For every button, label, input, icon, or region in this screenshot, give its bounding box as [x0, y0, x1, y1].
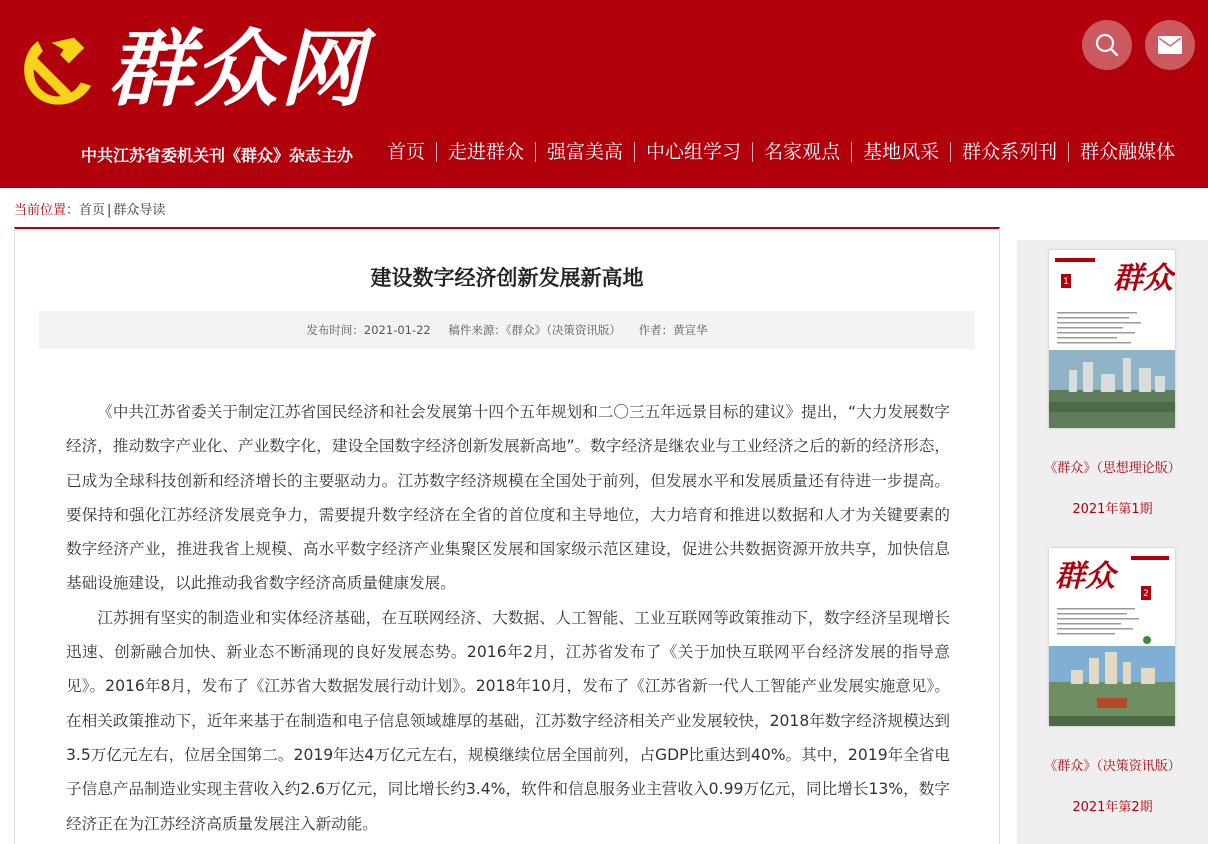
magazine-cover-art [1049, 250, 1175, 428]
publish-time: 发布时间：2021-01-22 [306, 323, 431, 337]
cover-issue-number: 2 [1143, 589, 1149, 599]
article-paragraph: 《中共江苏省委关于制定江苏省国民经济和社会发展第十四个五年规划和二〇三五年远景目标的建议》提出，“大力发展数字经济，推动数字产业化、产业数字化，建设全国数字经济创新发展新高地”。数字经济是继农业与工业经济之后的新的经济形态，已成为全球科技创新和经济增长的主要驱动力。江苏数字经济规模在全国处于前列，但发展水平和发展质量还有待进一步提高。要保持和强化江苏经济发展竞争力，需要提升数字经济在全省的首位度和主导地位，大力培育和推进以数据和人才为关键要素的数字经济产业，推进我省上规模、高水平数字经济产业集聚区发展和国家级示范区建设，促进公共数据资源开放共享，加快信息基础设施建设，以此推动我省数字经济高质量健康发展。 [66, 403, 950, 593]
cover-issue-number: 1 [1063, 277, 1069, 287]
article-container [14, 227, 1000, 844]
mail-button[interactable] [1145, 20, 1195, 70]
breadcrumb-separator: | [107, 203, 112, 218]
magazine-cover[interactable] [1049, 250, 1175, 428]
article-title: 建设数字经济创新发展新高地 [370, 266, 644, 290]
cover-logo-text: 群众 [1055, 559, 1115, 594]
article-meta [39, 311, 975, 349]
nav-item-home[interactable]: 首页 [387, 141, 426, 163]
breadcrumb-section[interactable]: 群众导读 [113, 203, 166, 218]
article-source: 稿件来源：《群众》（决策资讯版） [448, 323, 621, 337]
cover-logo-text: 群众 [1113, 261, 1173, 296]
party-emblem-icon [12, 28, 98, 116]
main-nav [376, 136, 1186, 168]
magazine-cover-art [1049, 548, 1175, 726]
magazine-caption[interactable]: 《群众》（思想理论版） [1044, 461, 1181, 476]
search-button[interactable] [1082, 20, 1132, 70]
site-header [0, 0, 1208, 188]
mail-icon [1157, 35, 1183, 55]
breadcrumb [14, 199, 165, 218]
magazine-caption[interactable]: 《群众》（决策资讯版） [1044, 759, 1181, 774]
nav-item-qiangfu[interactable]: 强富美高 [547, 141, 624, 163]
nav-item-bases[interactable]: 基地风采 [863, 141, 940, 163]
nav-item-series[interactable]: 群众系列刊 [962, 141, 1058, 163]
site-logo[interactable]: 群众网 [108, 19, 367, 118]
nav-item-media[interactable]: 群众融媒体 [1080, 141, 1176, 163]
magazine-issue[interactable]: 2021年第1期 [1072, 502, 1153, 517]
search-icon [1094, 32, 1120, 58]
article-body [66, 395, 950, 841]
article-author: 作者：黄宣华 [638, 323, 708, 337]
magazine-issue[interactable]: 2021年第2期 [1072, 800, 1153, 815]
nav-item-about[interactable]: 走进群众 [448, 141, 525, 163]
magazine-cover[interactable] [1049, 548, 1175, 726]
nav-item-experts[interactable]: 名家观点 [764, 141, 841, 163]
article-paragraph: 江苏拥有坚实的制造业和实体经济基础，在互联网经济、大数据、人工智能、工业互联网等政策推动下，数字经济呈现增长迅速、创新融合加快、新业态不断涌现的良好发展态势。2016年2月，江苏省发布了《关于加快互联网平台经济发展的指导意见》。2016年8月，发布了《江苏省大数据发展行动计划》。2018年10月，发布了《江苏省新一代人工智能产业发展实施意见》。在相关政策推动下，近年来基于在制造和电子信息领域雄厚的基础，江苏数字经济相关产业发展较快，2018年数字经济规模达到3.5万亿元左右，位居全国第二。2019年达4万亿元左右，规模继续位居全国前列，占GDP比重达到40%。其中，2019年全省电子信息产品制造业实现主营收入约2.6万亿元，同比增长约3.4%，软件和信息服务业主营收入0.99万亿元，同比增长13%，数字经济正在为江苏经济高质量发展注入新动能。 [66, 608, 950, 833]
site-sponsor: 中共江苏省委机关刊《群众》杂志主办 [81, 146, 354, 165]
breadcrumb-home[interactable]: 首页 [79, 203, 106, 218]
nav-item-study[interactable]: 中心组学习 [646, 141, 742, 163]
breadcrumb-label: 当前位置： [14, 203, 80, 218]
